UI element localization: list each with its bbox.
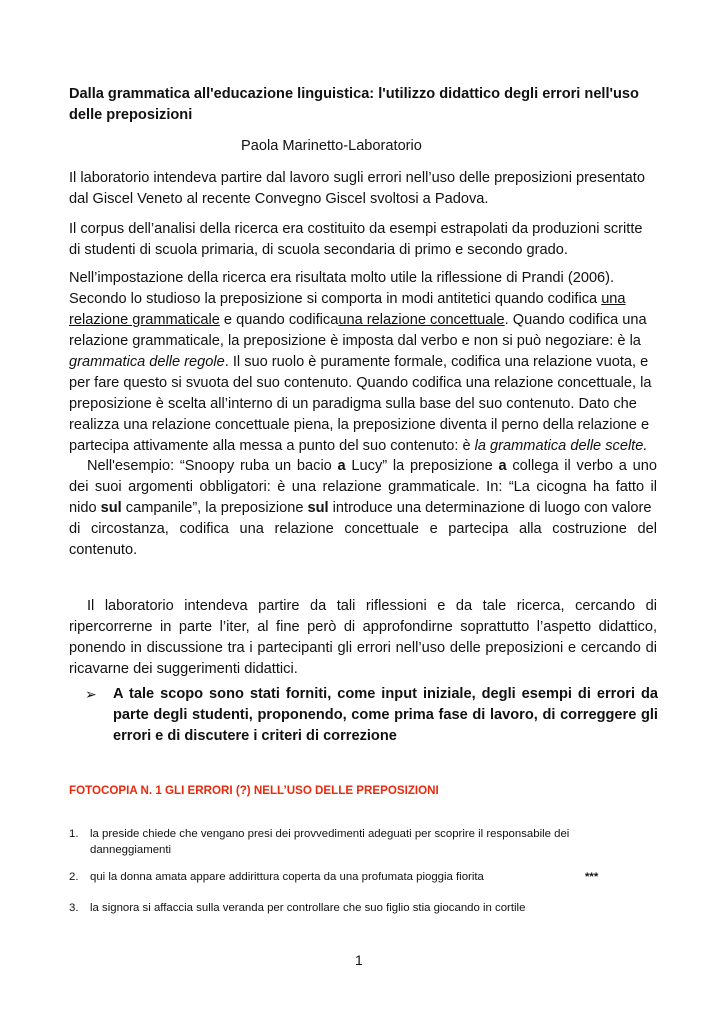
text-run: introduce una determinazione di luogo con valore: [328, 500, 652, 516]
list-line: la signora si affaccia sulla veranda per controllare che suo figlio stia giocando in cortile: [90, 902, 526, 914]
paragraph-line: Il corpus dell’analisi della ricerca era costituito da esempi estrapolati da produzioni scritte: [69, 221, 643, 237]
list-line: danneggiamenti: [90, 844, 172, 856]
paragraph-line: [69, 289, 657, 310]
text-run: . Il suo ruolo è puramente formale, codifica una relazione vuota, e: [224, 354, 649, 370]
paragraph-line: realizza una relazione concettuale piena, la preposizione diventa il perno della relazione e: [69, 417, 650, 433]
list-text: [90, 900, 630, 916]
text-run: collega il verbo a uno: [506, 458, 657, 474]
star-marker: ***: [585, 871, 599, 883]
paragraph-line: relazione grammaticale, la preposizione è imposta dal verbo e non si può negoziare: è la: [69, 333, 641, 349]
paragraph-line: ricavarne dei suggerimenti didattici.: [69, 661, 298, 677]
underlined-text: relazione grammaticale: [69, 312, 220, 328]
underlined-text: una relazione concettuale: [338, 312, 505, 328]
bold-text: sul: [100, 500, 122, 516]
paragraph-line: preposizione è scelta all’interno di un paradigma sulla base del suo contenuto. Dato che: [69, 396, 637, 412]
paragraph-line: di studenti di scuola primaria, di scuola secondaria di primo e secondo grado.: [69, 242, 568, 258]
paragraph-line: [69, 436, 657, 457]
underlined-text: una: [601, 291, 626, 307]
text-run: Secondo lo studioso la preposizione si comporta in modi antitetici quando codifica: [69, 291, 602, 307]
list-number: 2.: [69, 871, 79, 883]
paragraph-prandi: [69, 268, 657, 457]
paragraph-laboratory: [69, 596, 657, 680]
paragraph-line: di circostanza, codifica una relazione concettuale e partecipa alla costruzione del: [69, 521, 657, 537]
paragraph-intro: [69, 168, 657, 210]
text-run: campanile”, la preposizione: [121, 500, 308, 516]
text-run: nido: [69, 500, 101, 516]
paragraph-line: ponendo in discussione tra i partecipanti gli errori nell’uso delle preposizioni e cercando di: [69, 640, 657, 656]
text-run: . Quando codifica una: [504, 312, 647, 328]
paragraph-line: Il laboratorio intendeva partire dal lavoro sugli errori nell’uso delle preposizioni presentato: [69, 170, 645, 186]
bold-text: a: [498, 458, 507, 474]
bullet-line: parte degli studenti, proponendo, come prima fase di lavoro, di correggere gli: [113, 707, 658, 723]
list-number: 1.: [69, 828, 79, 840]
paragraph-corpus: [69, 219, 657, 261]
paragraph-line: contenuto.: [69, 542, 138, 558]
italic-text: la grammatica delle scelte.: [474, 438, 648, 454]
section-heading: FOTOCOPIA N. 1 GLI ERRORI (?) NELL’USO DELLE PREPOSIZIONI: [69, 784, 439, 797]
bold-text: sul: [307, 500, 329, 516]
list-line: qui la donna amata appare addirittura coperta da una profumata pioggia fiorita: [90, 871, 484, 883]
paragraph-line: [69, 310, 657, 331]
text-run: partecipa attivamente alla messa a punto del suo contenuto: è: [69, 438, 475, 454]
bullet-text: [113, 684, 658, 747]
italic-text: grammatica delle regole: [69, 354, 225, 370]
document-title: Dalla grammatica all'educazione linguistica: l'utilizzo didattico degli errori nell'uso delle preposizioni: [69, 86, 639, 123]
paragraph-line: [69, 498, 657, 519]
arrow-bullet-icon: ➢: [85, 686, 97, 702]
list-text: [90, 826, 630, 858]
bullet-line: A tale scopo sono stati forniti, come input iniziale, degli esempi di errori da: [113, 686, 658, 702]
text-run: e quando codifica: [219, 312, 339, 328]
list-number: 3.: [69, 902, 79, 914]
paragraph-line: Nell’impostazione della ricerca era risultata molto utile la riflessione di Prandi (2006).: [69, 270, 615, 286]
bold-text: a: [337, 458, 346, 474]
paragraph-line: Il laboratorio intendeva partire da tali riflessioni e da tale ricerca, cercando di: [87, 598, 657, 614]
text-run: Nell'esempio: “Snoopy ruba un bacio: [87, 458, 338, 474]
text-run: Lucy” la preposizione: [345, 458, 499, 474]
author-line: Paola Marinetto-Laboratorio: [241, 138, 422, 154]
paragraph-line: dal Giscel Veneto al recente Convegno Giscel svoltosi a Padova.: [69, 191, 489, 207]
paragraph-line: [69, 456, 657, 477]
page-number: 1: [355, 952, 363, 968]
paragraph-line: ripercorrerne in parte l’iter, al fine però di approfondirne soprattutto l’aspetto didattico,: [69, 619, 657, 635]
paragraph-example: [69, 456, 657, 561]
paragraph-line: per fare questo si svuota del suo contenuto. Quando codifica una relazione concettuale, la: [69, 375, 652, 391]
list-line: la preside chiede che vengano presi dei provvedimenti adeguati per scoprire il responsabile dei: [90, 828, 570, 840]
paragraph-line: dei suoi argomenti obbligatori: è una relazione grammaticale. In: “La cicogna ha fatto il: [69, 479, 657, 495]
bullet-line: errori e di discutere i criteri di correzione: [113, 728, 397, 744]
paragraph-line: [69, 352, 657, 373]
list-text: [90, 869, 630, 885]
